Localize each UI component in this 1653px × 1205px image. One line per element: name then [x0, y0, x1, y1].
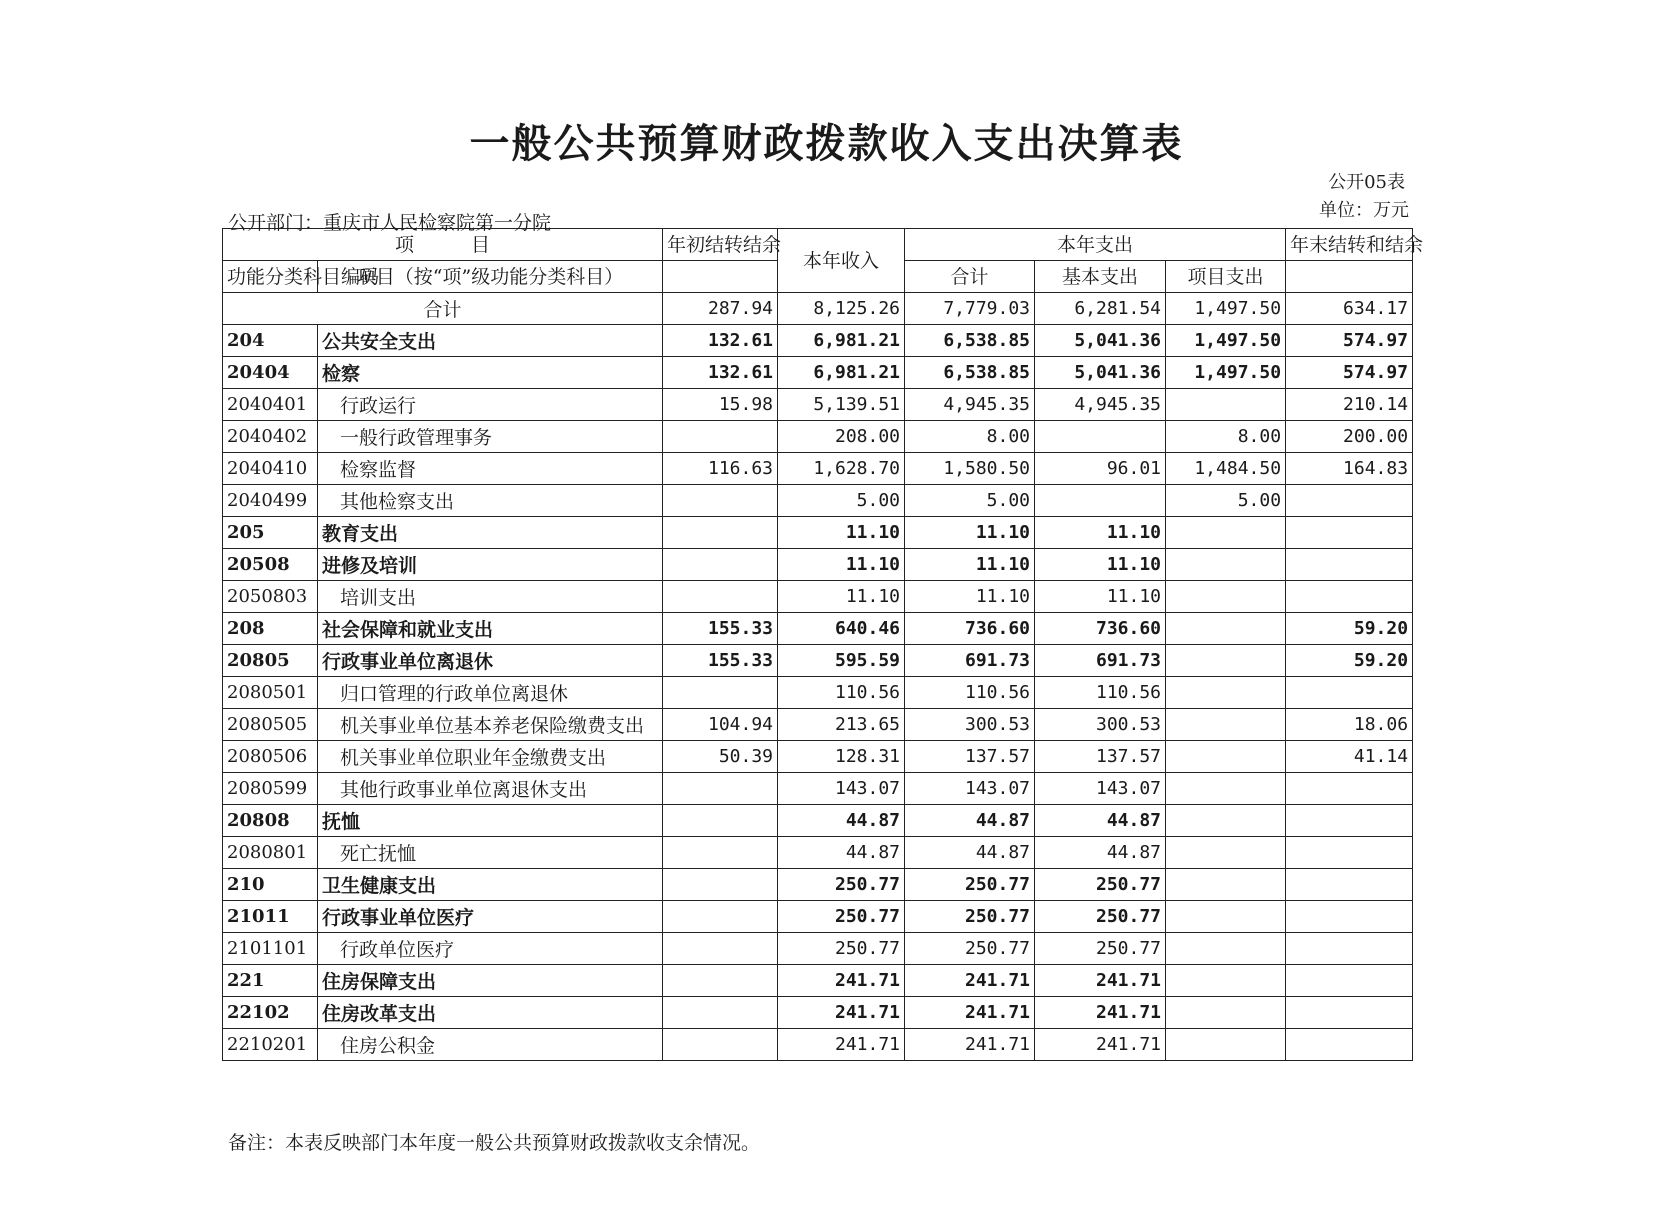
row-exp-basic: 241.71: [1035, 965, 1166, 997]
row-exp-basic: 44.87: [1035, 837, 1166, 869]
row-income: 241.71: [778, 1029, 905, 1061]
row-begin: [663, 965, 778, 997]
row-income: 128.31: [778, 741, 905, 773]
table-row: [223, 933, 1413, 965]
row-exp-total: 44.87: [905, 837, 1035, 869]
total-expense-project: 1,497.50: [1166, 293, 1286, 325]
row-end: [1286, 837, 1413, 869]
row-code: 2101101: [223, 933, 318, 965]
row-exp-basic: 5,041.36: [1035, 325, 1166, 357]
row-exp-total: 241.71: [905, 1029, 1035, 1061]
row-exp-total: 11.10: [905, 549, 1035, 581]
row-begin: [663, 677, 778, 709]
row-exp-basic: 5,041.36: [1035, 357, 1166, 389]
row-end: [1286, 805, 1413, 837]
row-begin: [663, 1029, 778, 1061]
row-income: 595.59: [778, 645, 905, 677]
row-exp-basic: 11.10: [1035, 517, 1166, 549]
table-row: [223, 1029, 1413, 1061]
row-exp-total: 11.10: [905, 517, 1035, 549]
row-code: 2040499: [223, 485, 318, 517]
table-row: [223, 869, 1413, 901]
table-row: [223, 645, 1413, 677]
row-begin: 15.98: [663, 389, 778, 421]
row-end: 574.97: [1286, 325, 1413, 357]
row-exp-project: [1166, 901, 1286, 933]
header-end-spacer: [1286, 261, 1413, 293]
row-exp-project: [1166, 677, 1286, 709]
row-code: 2040402: [223, 421, 318, 453]
row-exp-basic: 11.10: [1035, 581, 1166, 613]
row-code: 2080501: [223, 677, 318, 709]
row-exp-basic: 110.56: [1035, 677, 1166, 709]
row-exp-project: [1166, 709, 1286, 741]
row-exp-total: 241.71: [905, 997, 1035, 1029]
row-exp-basic: 11.10: [1035, 549, 1166, 581]
row-name: 机关事业单位基本养老保险缴费支出: [318, 709, 663, 741]
row-begin: 155.33: [663, 645, 778, 677]
row-code: 20508: [223, 549, 318, 581]
row-exp-basic: 241.71: [1035, 997, 1166, 1029]
row-name: 教育支出: [318, 517, 663, 549]
row-exp-basic: 137.57: [1035, 741, 1166, 773]
row-end: 164.83: [1286, 453, 1413, 485]
row-end: [1286, 933, 1413, 965]
total-begin: 287.94: [663, 293, 778, 325]
row-name: 培训支出: [318, 581, 663, 613]
row-exp-project: [1166, 965, 1286, 997]
row-exp-basic: 96.01: [1035, 453, 1166, 485]
total-label: 合计: [223, 293, 663, 325]
row-exp-total: 4,945.35: [905, 389, 1035, 421]
table-row: [223, 485, 1413, 517]
row-exp-basic: 250.77: [1035, 869, 1166, 901]
total-expense-basic: 6,281.54: [1035, 293, 1166, 325]
row-end: [1286, 901, 1413, 933]
table-row: [223, 357, 1413, 389]
row-exp-basic: 4,945.35: [1035, 389, 1166, 421]
row-code: 20805: [223, 645, 318, 677]
row-exp-total: 736.60: [905, 613, 1035, 645]
row-income: 11.10: [778, 581, 905, 613]
row-begin: [663, 549, 778, 581]
table-row: [223, 901, 1413, 933]
row-exp-total: 6,538.85: [905, 325, 1035, 357]
row-code: 2080801: [223, 837, 318, 869]
header-begin-balance: 年初结转结余: [663, 229, 778, 261]
row-name: 一般行政管理事务: [318, 421, 663, 453]
row-exp-basic: 250.77: [1035, 901, 1166, 933]
table-row: [223, 997, 1413, 1029]
row-exp-project: [1166, 613, 1286, 645]
row-exp-basic: 143.07: [1035, 773, 1166, 805]
row-code: 21011: [223, 901, 318, 933]
table-row: [223, 741, 1413, 773]
row-name: 进修及培训: [318, 549, 663, 581]
row-exp-total: 250.77: [905, 869, 1035, 901]
row-income: 110.56: [778, 677, 905, 709]
table-row: [223, 677, 1413, 709]
row-income: 213.65: [778, 709, 905, 741]
row-exp-total: 143.07: [905, 773, 1035, 805]
row-code: 2080505: [223, 709, 318, 741]
row-exp-total: 137.57: [905, 741, 1035, 773]
row-income: 241.71: [778, 965, 905, 997]
unit-label: 单位：万元: [1319, 200, 1409, 221]
table-row: [223, 581, 1413, 613]
row-exp-basic: [1035, 421, 1166, 453]
row-exp-total: 241.71: [905, 965, 1035, 997]
row-end: 210.14: [1286, 389, 1413, 421]
header-expense: 本年支出: [905, 229, 1286, 261]
table-row: [223, 709, 1413, 741]
row-begin: 50.39: [663, 741, 778, 773]
row-begin: 104.94: [663, 709, 778, 741]
row-end: [1286, 485, 1413, 517]
row-income: 6,981.21: [778, 325, 905, 357]
header-expense-basic: 基本支出: [1035, 261, 1166, 293]
row-code: 2080599: [223, 773, 318, 805]
row-exp-project: [1166, 1029, 1286, 1061]
row-begin: [663, 421, 778, 453]
table-row: [223, 325, 1413, 357]
budget-table: [222, 228, 1424, 1061]
row-income: 250.77: [778, 933, 905, 965]
row-exp-basic: 300.53: [1035, 709, 1166, 741]
table-row: [223, 421, 1413, 453]
table-row: [223, 805, 1413, 837]
row-begin: [663, 997, 778, 1029]
table-row: [223, 773, 1413, 805]
row-income: 5.00: [778, 485, 905, 517]
row-end: [1286, 869, 1413, 901]
row-code: 221: [223, 965, 318, 997]
row-exp-basic: 691.73: [1035, 645, 1166, 677]
row-exp-basic: [1035, 485, 1166, 517]
header-income: 本年收入: [778, 229, 905, 293]
row-exp-project: [1166, 549, 1286, 581]
row-end: 59.20: [1286, 645, 1413, 677]
row-exp-total: 691.73: [905, 645, 1035, 677]
row-end: [1286, 773, 1413, 805]
row-end: [1286, 997, 1413, 1029]
row-code: 2040401: [223, 389, 318, 421]
table-row: [223, 837, 1413, 869]
row-begin: [663, 869, 778, 901]
row-income: 44.87: [778, 837, 905, 869]
row-name: 其他检察支出: [318, 485, 663, 517]
row-end: [1286, 581, 1413, 613]
row-income: 250.77: [778, 869, 905, 901]
row-end: 574.97: [1286, 357, 1413, 389]
row-exp-basic: 241.71: [1035, 1029, 1166, 1061]
row-name: 行政运行: [318, 389, 663, 421]
row-name: 检察: [318, 357, 663, 389]
row-income: 250.77: [778, 901, 905, 933]
row-code: 2050803: [223, 581, 318, 613]
row-exp-project: [1166, 773, 1286, 805]
row-income: 44.87: [778, 805, 905, 837]
row-exp-project: [1166, 517, 1286, 549]
row-begin: [663, 933, 778, 965]
row-begin: [663, 485, 778, 517]
form-number: 公开05表: [1328, 172, 1405, 193]
row-begin: 132.61: [663, 325, 778, 357]
row-exp-total: 5.00: [905, 485, 1035, 517]
row-exp-project: 1,484.50: [1166, 453, 1286, 485]
row-begin: [663, 517, 778, 549]
total-income: 8,125.26: [778, 293, 905, 325]
total-expense-total: 7,779.03: [905, 293, 1035, 325]
row-exp-basic: 250.77: [1035, 933, 1166, 965]
table-row: [223, 389, 1413, 421]
row-exp-total: 11.10: [905, 581, 1035, 613]
row-end: [1286, 965, 1413, 997]
row-name: 住房公积金: [318, 1029, 663, 1061]
row-begin: [663, 901, 778, 933]
row-exp-total: 250.77: [905, 933, 1035, 965]
row-exp-project: 8.00: [1166, 421, 1286, 453]
header-code: 功能分类科目编码: [223, 261, 318, 293]
row-end: 59.20: [1286, 613, 1413, 645]
table-row: [223, 965, 1413, 997]
row-code: 20404: [223, 357, 318, 389]
row-income: 11.10: [778, 549, 905, 581]
row-exp-project: [1166, 805, 1286, 837]
row-income: 143.07: [778, 773, 905, 805]
row-income: 1,628.70: [778, 453, 905, 485]
row-end: [1286, 549, 1413, 581]
table-row: [223, 613, 1413, 645]
row-exp-total: 8.00: [905, 421, 1035, 453]
row-name: 抚恤: [318, 805, 663, 837]
header-end-balance: 年末结转和结余: [1286, 229, 1413, 261]
table-row: [223, 453, 1413, 485]
row-code: 20808: [223, 805, 318, 837]
row-name: 行政事业单位医疗: [318, 901, 663, 933]
row-income: 11.10: [778, 517, 905, 549]
row-exp-project: [1166, 837, 1286, 869]
row-exp-project: [1166, 933, 1286, 965]
row-income: 241.71: [778, 997, 905, 1029]
row-exp-project: [1166, 869, 1286, 901]
row-name: 归口管理的行政单位离退休: [318, 677, 663, 709]
row-income: 208.00: [778, 421, 905, 453]
table-row: [223, 549, 1413, 581]
row-name: 公共安全支出: [318, 325, 663, 357]
row-income: 5,139.51: [778, 389, 905, 421]
row-end: [1286, 517, 1413, 549]
row-exp-total: 6,538.85: [905, 357, 1035, 389]
row-income: 640.46: [778, 613, 905, 645]
row-end: [1286, 1029, 1413, 1061]
row-name: 死亡抚恤: [318, 837, 663, 869]
total-end: 634.17: [1286, 293, 1413, 325]
row-end: [1286, 677, 1413, 709]
row-exp-project: 5.00: [1166, 485, 1286, 517]
row-code: 210: [223, 869, 318, 901]
row-name: 检察监督: [318, 453, 663, 485]
row-exp-total: 1,580.50: [905, 453, 1035, 485]
row-name: 卫生健康支出: [318, 869, 663, 901]
row-exp-project: 1,497.50: [1166, 325, 1286, 357]
row-exp-basic: 44.87: [1035, 805, 1166, 837]
row-exp-project: [1166, 645, 1286, 677]
header-expense-project: 项目支出: [1166, 261, 1286, 293]
row-code: 208: [223, 613, 318, 645]
row-begin: 155.33: [663, 613, 778, 645]
row-exp-total: 44.87: [905, 805, 1035, 837]
row-exp-basic: 736.60: [1035, 613, 1166, 645]
row-end: 18.06: [1286, 709, 1413, 741]
row-name: 行政单位医疗: [318, 933, 663, 965]
row-name: 行政事业单位离退休: [318, 645, 663, 677]
row-income: 6,981.21: [778, 357, 905, 389]
row-code: 2040410: [223, 453, 318, 485]
header-item-name: 项目（按“项”级功能分类科目）: [318, 261, 663, 293]
row-code: 2080506: [223, 741, 318, 773]
row-name: 住房保障支出: [318, 965, 663, 997]
row-exp-total: 300.53: [905, 709, 1035, 741]
row-begin: 132.61: [663, 357, 778, 389]
row-begin: 116.63: [663, 453, 778, 485]
department-label: 公开部门：重庆市人民检察院第一分院: [228, 212, 552, 234]
row-code: 22102: [223, 997, 318, 1029]
row-exp-project: 1,497.50: [1166, 357, 1286, 389]
row-exp-project: [1166, 389, 1286, 421]
table-row: [223, 517, 1413, 549]
footnote: 备注：本表反映部门本年度一般公共预算财政拨款收支余情况。: [228, 1132, 761, 1154]
header-project: 项 目: [223, 229, 663, 261]
row-exp-total: 250.77: [905, 901, 1035, 933]
row-begin: [663, 805, 778, 837]
row-name: 社会保障和就业支出: [318, 613, 663, 645]
header-expense-total: 合计: [905, 261, 1035, 293]
row-exp-total: 110.56: [905, 677, 1035, 709]
row-end: 200.00: [1286, 421, 1413, 453]
row-begin: [663, 837, 778, 869]
row-code: 204: [223, 325, 318, 357]
row-exp-project: [1166, 581, 1286, 613]
row-exp-project: [1166, 741, 1286, 773]
row-begin: [663, 773, 778, 805]
row-name: 住房改革支出: [318, 997, 663, 1029]
page-title: 一般公共预算财政拨款收入支出决算表: [469, 121, 1184, 167]
total-row: [223, 293, 1413, 325]
row-begin: [663, 581, 778, 613]
row-end: 41.14: [1286, 741, 1413, 773]
header-begin-spacer: [663, 261, 778, 293]
row-name: 机关事业单位职业年金缴费支出: [318, 741, 663, 773]
row-code: 2210201: [223, 1029, 318, 1061]
row-exp-project: [1166, 997, 1286, 1029]
row-name: 其他行政事业单位离退休支出: [318, 773, 663, 805]
row-code: 205: [223, 517, 318, 549]
